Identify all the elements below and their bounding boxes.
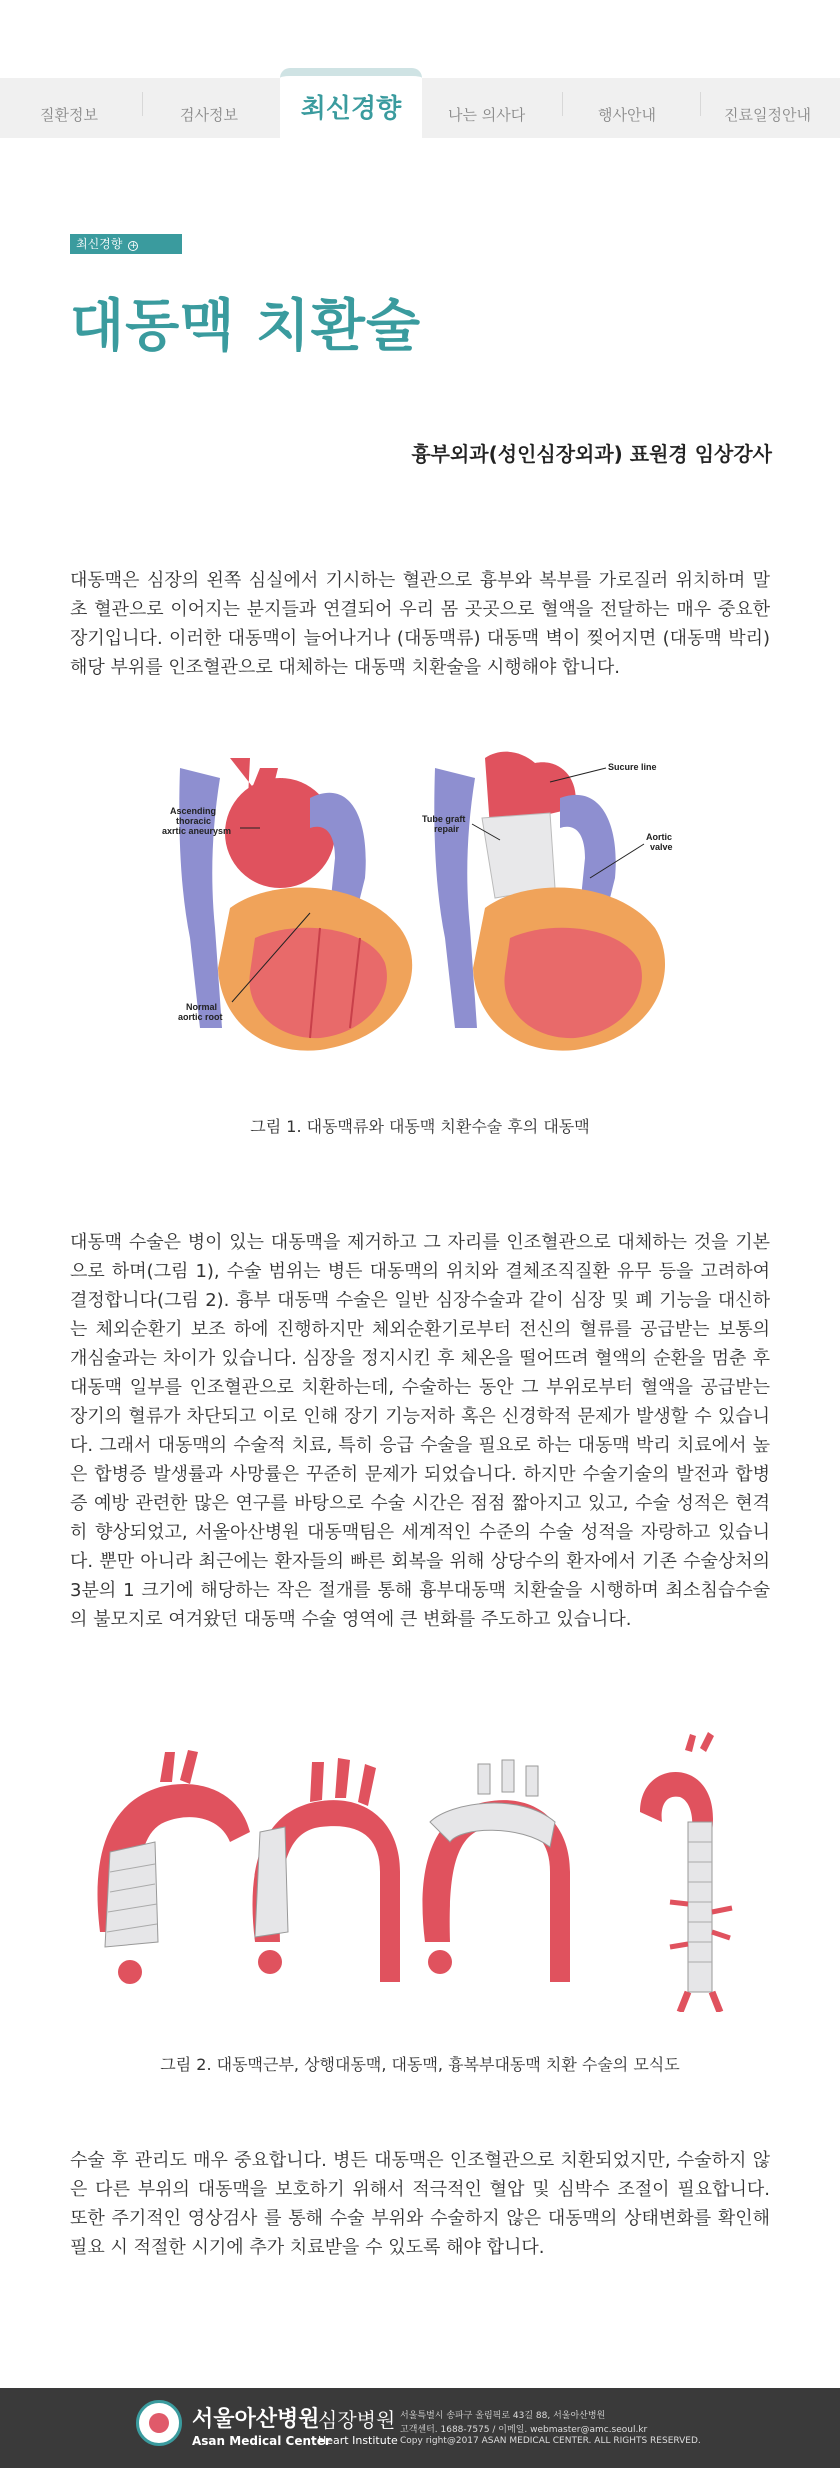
diagram-ascending-aorta bbox=[253, 1758, 401, 1982]
label-root-2: aortic root bbox=[178, 1012, 223, 1022]
plus-icon: + bbox=[129, 241, 138, 251]
nav-item-i-am-doctor[interactable]: 나는 의사다 bbox=[448, 106, 526, 124]
nav-divider bbox=[562, 92, 563, 116]
label-valve-1: Aortic bbox=[646, 832, 673, 842]
hospital-logo-icon bbox=[136, 2400, 182, 2446]
paragraph-aftercare: 수술 후 관리도 매우 중요합니다. 병든 대동맥은 인조혈관으로 치환되었지만, 수술하지 않은 다른 부위의 대동맥을 보호하기 위해서 적극적인 혈압 및 심박수 조절이 필요합니다. 또한 주기적인 영상검사 를 통해 수술 부위와 수술하지 않은 대동맥의 상태변화를 확인해 필요 시 적절한 시기에 추가 치료받을 수 있도록 해야 합니다. bbox=[70, 2150, 770, 2258]
label-aneurysm-1: Ascending bbox=[170, 806, 217, 816]
aneurysm-bulge-shape bbox=[225, 778, 335, 888]
nav-item-schedule[interactable]: 진료일정안내 bbox=[724, 106, 811, 124]
tube-graft-shape bbox=[482, 813, 555, 898]
label-aneurysm-3: axrtic aneurysm bbox=[162, 826, 232, 836]
nav-divider bbox=[700, 92, 701, 116]
category-badge bbox=[70, 234, 182, 254]
paragraph-surgery: 대동맥 수술은 병이 있는 대동맥을 제거하고 그 자리를 인조혈관으로 대체하는 것을 기본으로 하며(그림 1), 수술 범위는 병든 대동맥의 위치와 결체조직질환 유무 등을 고려하여 결정합니다(그림 2). 흉부 대동맥 수술은 일반 심장수술과 같이 심장 및 폐 기능을 대신하는 체외순환기 보조 하에 진행하지만 체외순환기로부터 전신의 혈류를 공급받는 보통의 개심술과는 차이가 있습니다. 심장을 정지시킨 후 체온을 떨어뜨려 혈액의 순환을 멈춘 후 대동맥 일부를 인조혈관으로 치환하는데, 수술하는 동안 그 부위로부터 혈액을 공급받는 장기의 혈류가 차단되고 이로 인해 장기 기능저하 혹은 신경학적 문제가 발생할 수 있습니다. 그래서 대동맥의 수술적 치료, 특히 응급 수술을 필요로 하는 대동맥 박리 치료에서 높은 합병증 발생률과 사망률은 꾸준히 문제가 되었습니다. 하지만 수술기술의 발전과 합병증 예방 관련한 많은 연구를 바탕으로 수술 시간은 점점 짧아지고 있고, 수술 성적은 현격히 향상되었고, 서울아산병원 대동맥팀은 세계적인 수준의 수술 성적을 자랑하고 있습니다. 뿐만 아니라 최근에는 환자들의 빠른 회복을 위해 상당수의 환자에서 기존 수술상처의 3분의 1 크기에 해당하는 작은 절개를 통해 흉부대동맥 치환술을 시행하며 최소침습수술의 불모지로 여겨왔던 대동맥 수술 영역에 큰 변화를 주도하고 있습니다. bbox=[70, 1232, 770, 1630]
dept-name-en: Heart Institute bbox=[318, 2434, 398, 2447]
figure2-caption: 그림 2. 대동맥근부, 상행대동맥, 대동맥, 흉복부대동맥 치환 수술의 모식도 bbox=[160, 2055, 680, 2074]
top-navigation bbox=[0, 0, 840, 138]
category-badge-label: 최신경향 bbox=[76, 237, 123, 251]
label-graft-2: repair bbox=[434, 824, 460, 834]
figure-aortic-replacement-diagrams bbox=[80, 1732, 760, 2012]
footer-copyright: Copy right@2017 ASAN MEDICAL CENTER. ALL RIGHTS RESERVED. bbox=[400, 2436, 701, 2446]
nav-divider bbox=[142, 92, 143, 116]
footer-address: 서울특별시 송파구 올림픽로 43길 88, 서울아산병원 bbox=[400, 2411, 606, 2421]
label-valve-2: valve bbox=[650, 842, 673, 852]
nav-item-latest-trends[interactable]: 최신경향 bbox=[300, 94, 402, 124]
hospital-name-ko: 서울아산병원 bbox=[192, 2407, 320, 2432]
diagram-aortic-root bbox=[98, 1750, 251, 1984]
dept-name-ko: 심장병원 bbox=[318, 2408, 396, 2432]
label-root-1: Normal bbox=[186, 1002, 218, 1012]
page-title: 대동맥 치환술 bbox=[70, 294, 422, 359]
label-graft-1: Tube graft bbox=[422, 814, 466, 824]
label-aneurysm-2: thoracic bbox=[176, 816, 212, 826]
figure1-caption: 그림 1. 대동맥류와 대동맥 치환수술 후의 대동맥 bbox=[250, 1117, 590, 1136]
footer bbox=[0, 2388, 840, 2468]
label-suture-line: Sucure line bbox=[608, 762, 657, 772]
nav-item-events[interactable]: 행사안내 bbox=[598, 106, 656, 124]
heart-after bbox=[434, 752, 665, 1051]
diagram-aortic-arch bbox=[423, 1760, 571, 1982]
paragraph-intro: 대동맥은 심장의 왼쪽 심실에서 기시하는 혈관으로 흉부와 복부를 가로질러 위치하며 말초 혈관으로 이어지는 분지들과 연결되어 우리 몸 곳곳으로 혈액을 전달하는 매우 중요한 장기입니다. 이러한 대동맥이 늘어나거나 (대동맥류) 대동맥 벽이 찢어지면 (대동맥 박리) 해당 부위를 인조혈관으로 대체하는 대동맥 치환술을 시행해야 합니다. bbox=[70, 570, 770, 678]
diagram-thoracoabdominal-aorta bbox=[640, 1732, 732, 2012]
author-line: 흉부외과(성인심장외과) 표원경 임상강사 bbox=[411, 442, 772, 466]
nav-item-disease-info[interactable]: 질환정보 bbox=[40, 106, 98, 124]
hospital-name-en: Asan Medical Center bbox=[192, 2434, 331, 2448]
figure-aortic-aneurysm-illustration bbox=[160, 738, 680, 1058]
footer-contact: 고객센터. 1688-7575 / 이메일. webmaster@amc.seoul.kr bbox=[400, 2425, 648, 2435]
vena-cava-shape bbox=[434, 768, 477, 1028]
nav-item-exam-info[interactable]: 검사정보 bbox=[180, 106, 238, 124]
